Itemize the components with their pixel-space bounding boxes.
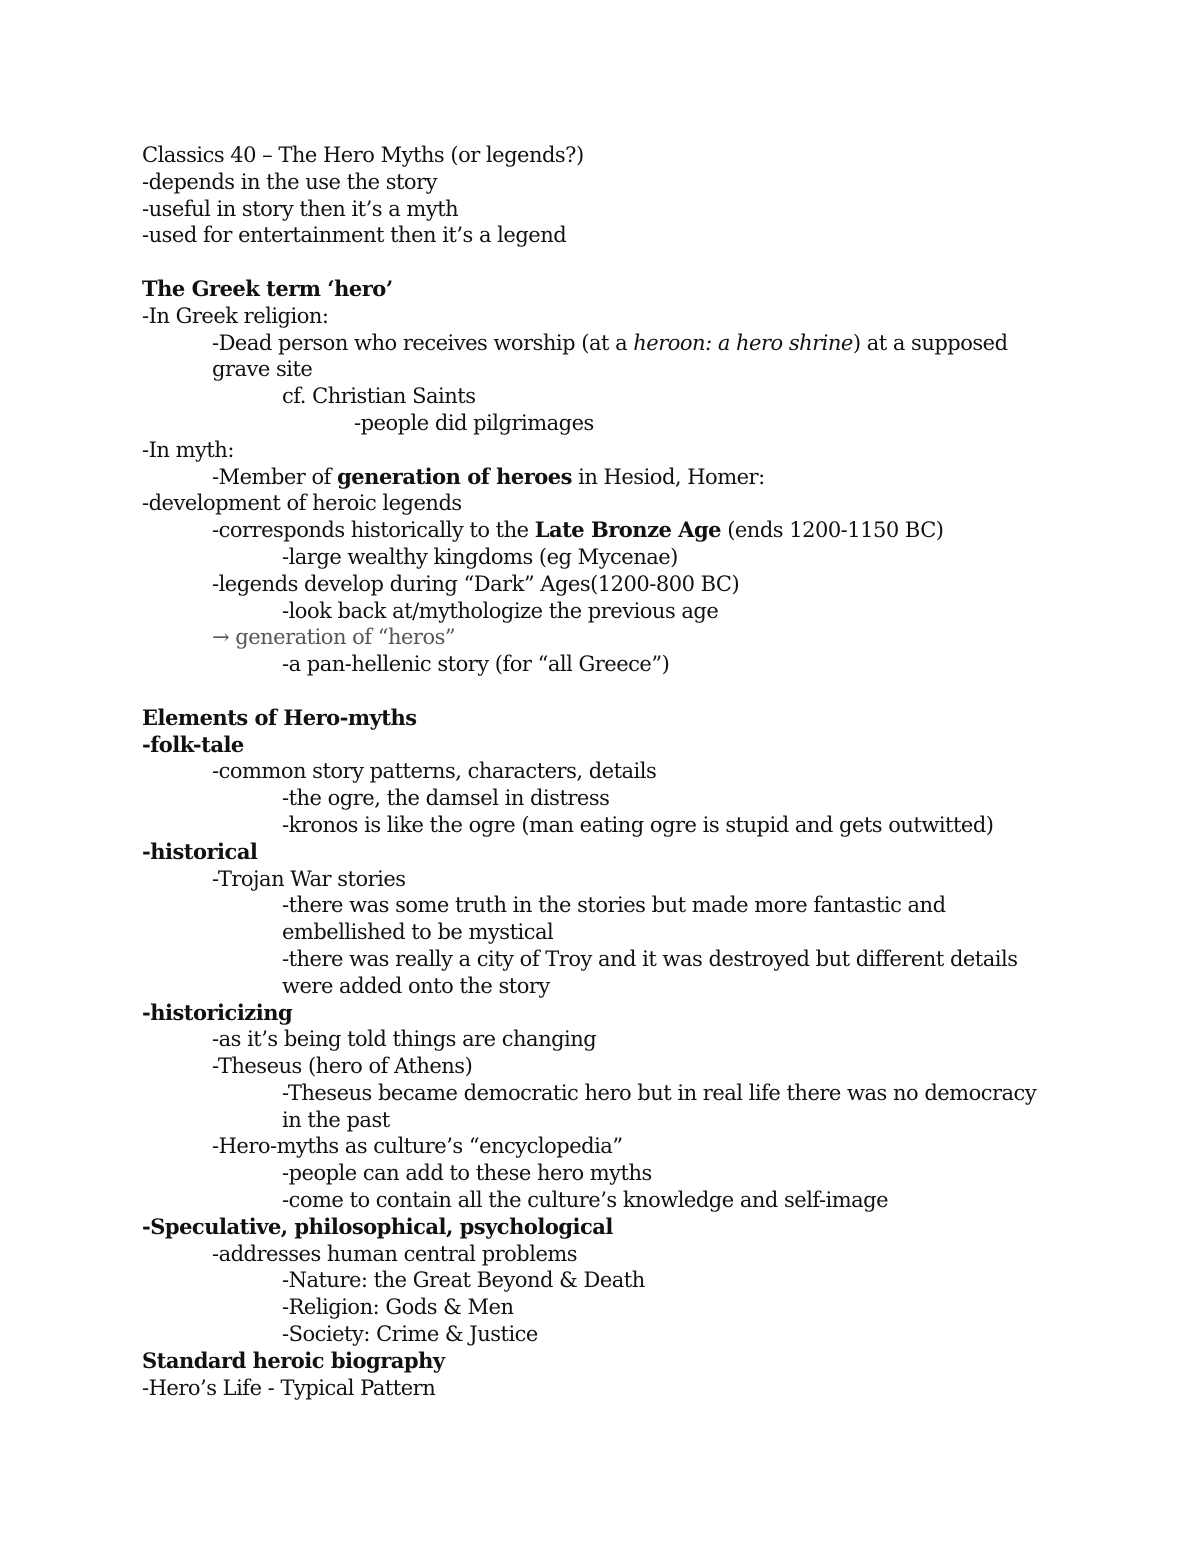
blank-line — [142, 678, 1072, 705]
notes-body — [142, 142, 1072, 1401]
note-line: -Religion: Gods & Men — [282, 1295, 514, 1320]
note-text: -Member of — [212, 464, 338, 489]
note-line: -useful in story then it’s a myth — [142, 196, 459, 221]
note-line: -addresses human central problems — [212, 1241, 578, 1266]
subheading-folk-tale: -folk-tale — [142, 731, 244, 757]
note-line: -people can add to these hero myths — [282, 1161, 652, 1186]
subheading-historicizing: -historicizing — [142, 999, 293, 1025]
note-line: -Theseus became democratic hero but in real life there was no democracy — [282, 1080, 1037, 1105]
note-line: -there was really a city of Troy and it was destroyed but different details — [282, 946, 1018, 971]
section-heading-elements-of-hero-myths: Elements of Hero-myths — [142, 704, 417, 730]
note-line: -Society: Crime & Justice — [282, 1322, 538, 1347]
bold-term-late-bronze-age: Late Bronze Age — [534, 517, 722, 543]
note-text: in Hesiod, Homer: — [571, 464, 765, 489]
subheading-speculative: -Speculative, philosophical, psychological — [142, 1213, 613, 1239]
note-line: grave site — [212, 357, 313, 382]
note-line: -Nature: the Great Beyond & Death — [282, 1268, 645, 1293]
blank-line — [142, 249, 1072, 276]
note-line: -common story patterns, characters, details — [212, 759, 657, 784]
note-text: ) at a supposed — [852, 330, 1008, 355]
note-line: -Hero’s Life - Typical Pattern — [142, 1375, 436, 1400]
note-line-arrow: → generation of “heros” — [212, 625, 456, 650]
note-line: -the ogre, the damsel in distress — [282, 786, 610, 811]
note-line: -there was some truth in the stories but made more fantastic and — [282, 893, 946, 918]
note-text: -Dead person who receives worship (at a — [212, 330, 634, 355]
note-line — [142, 517, 1072, 544]
note-line: -as it’s being told things are changing — [212, 1027, 597, 1052]
bold-term-generation-of-heroes: generation of heroes — [337, 463, 572, 489]
section-heading-standard-heroic-biography: Standard heroic biography — [142, 1347, 445, 1373]
note-line: were added onto the story — [282, 973, 550, 998]
note-line: -In Greek religion: — [142, 303, 329, 328]
document-title: Classics 40 – The Hero Myths (or legends?) — [142, 143, 584, 167]
italic-term-heroon: heroon: a hero shrine — [633, 330, 853, 355]
note-line: -people did pilgrimages — [354, 410, 594, 435]
note-line: -come to contain all the culture’s knowledge and self-image — [282, 1188, 889, 1213]
note-line: in the past — [282, 1107, 390, 1132]
note-text: (ends 1200-1150 BC) — [721, 518, 944, 543]
note-line: -legends develop during “Dark” Ages(1200-800 BC) — [212, 571, 740, 596]
note-line: -Trojan War stories — [212, 866, 406, 891]
note-line: embellished to be mystical — [282, 920, 554, 945]
note-line — [142, 464, 1072, 491]
note-line: -development of heroic legends — [142, 491, 462, 516]
note-line: -In myth: — [142, 437, 234, 462]
note-line: -Theseus (hero of Athens) — [212, 1054, 473, 1079]
section-heading-greek-term-hero: The Greek term ‘hero’ — [142, 275, 393, 301]
note-line: -used for entertainment then it’s a legend — [142, 223, 567, 248]
note-line: -a pan-hellenic story (for “all Greece”) — [282, 652, 670, 677]
note-line: -large wealthy kingdoms (eg Mycenae) — [282, 544, 678, 569]
note-line: -look back at/mythologize the previous age — [282, 598, 719, 623]
note-line: cf. Christian Saints — [282, 384, 476, 409]
note-line — [142, 330, 1072, 357]
note-text: -corresponds historically to the — [212, 518, 535, 543]
note-line: -Hero-myths as culture’s “encyclopedia” — [212, 1134, 623, 1159]
note-line: -kronos is like the ogre (man eating ogre is stupid and gets outwitted) — [282, 812, 994, 837]
subheading-historical: -historical — [142, 838, 258, 864]
note-line: -depends in the use the story — [142, 169, 437, 194]
